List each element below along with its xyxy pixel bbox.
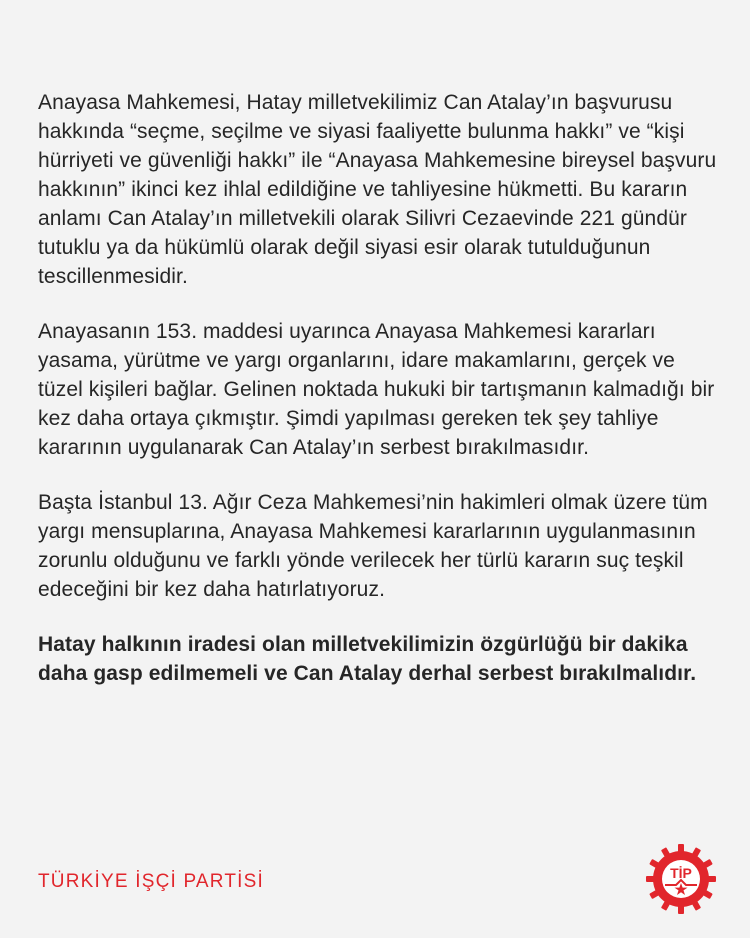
gear-star-logo-icon	[645, 843, 717, 915]
closing-statement: Hatay halkının iradesi olan milletvekilimizin özgürlüğü bir dakika daha gasp edilmemeli ve Can Atalay derhal serbest bırakılmalıdır.	[38, 633, 697, 685]
logo-text: TİP	[670, 865, 692, 881]
statement-body	[38, 88, 718, 714]
party-name: TÜRKİYE İŞÇİ PARTİSİ	[38, 871, 265, 892]
paragraph-3: Başta İstanbul 13. Ağır Ceza Mahkemesi’nin hakimleri olmak üzere tüm yargı mensuplarına, Anayasa Mahkemesi kararlarının uygulanmasının zorunlu olduğunu ve farklı yönde verilecek her türlü kararın suç teşkil edeceğini bir kez daha hatırlatıyoruz.	[38, 491, 708, 601]
paragraph-1: Anayasa Mahkemesi, Hatay milletvekilimiz Can Atalay’ın başvurusu hakkında “seçme, seçilme ve siyasi faaliyette bulunma hakkı” ve “kişi hürriyeti ve güvenliği hakkı” ile “Anayasa Mahkemesine bireysel başvuru hakkının” ikinci kez ihlal edildiğine ve tahliyesine hükmetti. Bu kararın anlamı Can Atalay’ın milletvekili olarak Silivri Cezaevinde 221 gündür tutuklu ya da hükümlü olarak değil siyasi esir olarak tutulduğunun tescillenmesidir.	[38, 91, 717, 288]
paragraph-2: Anayasanın 153. maddesi uyarınca Anayasa Mahkemesi kararları yasama, yürütme ve yargı organlarını, idare makamlarını, gerçek ve tüzel kişileri bağlar. Gelinen noktada hukuki bir tartışmanın kalmadığı bir kez daha ortaya çıkmıştır. Şimdi yapılması gereken tek şey tahliye kararının uygulanarak Can Atalay’ın serbest bırakılmasıdır.	[38, 320, 715, 459]
